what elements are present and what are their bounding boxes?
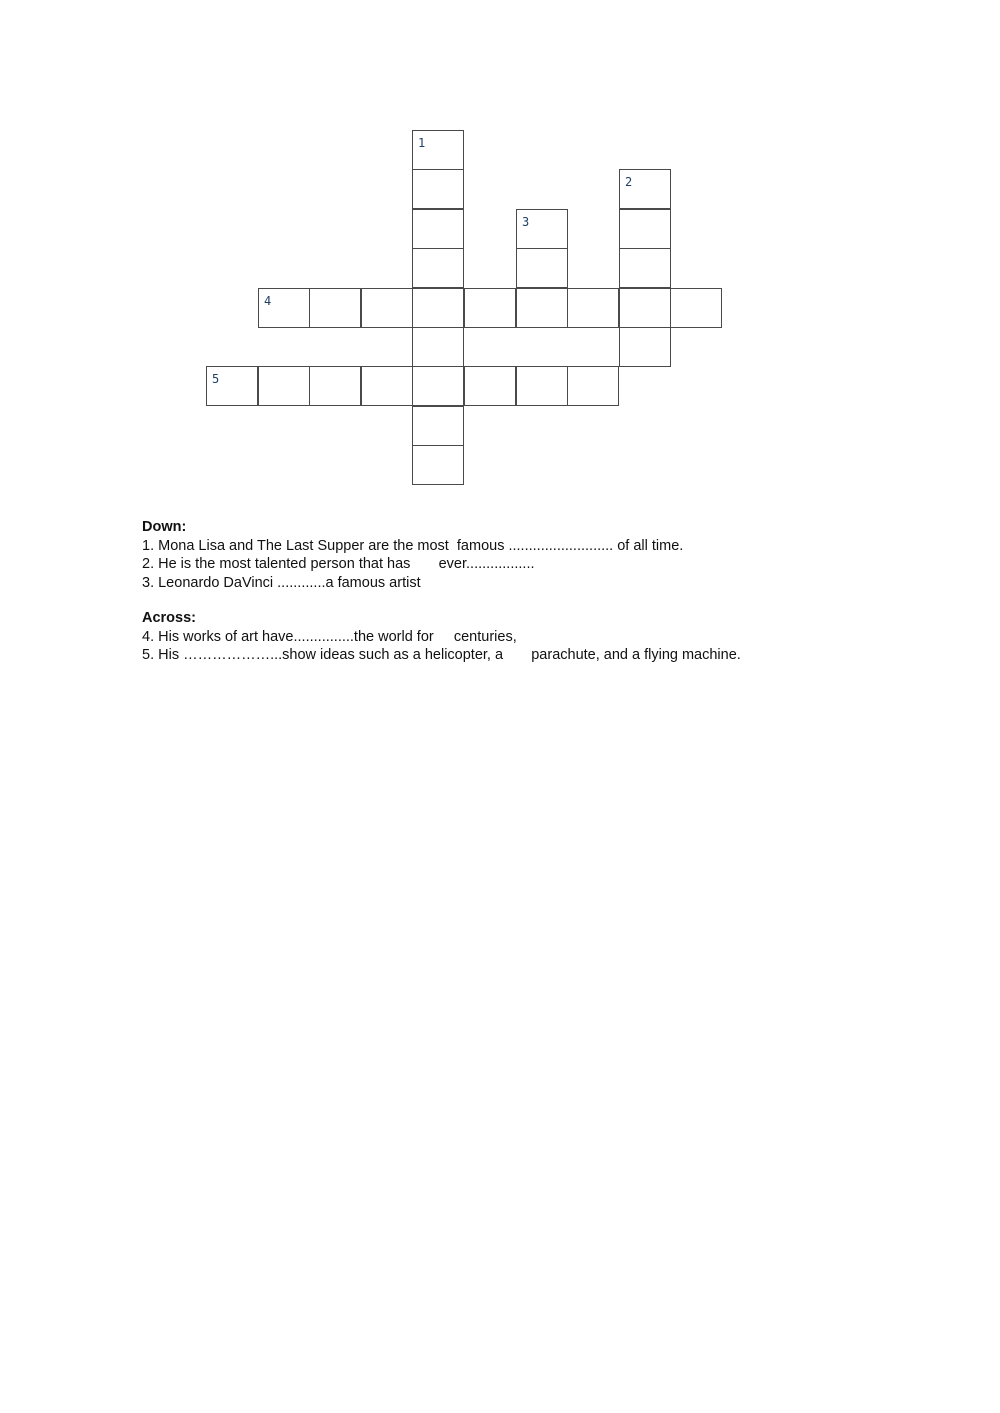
crossword-cell[interactable] — [412, 288, 464, 328]
crossword-cell[interactable] — [412, 209, 464, 249]
crossword-cell[interactable] — [412, 327, 464, 367]
across-clue-5: 5. His ………………...show ideas such as a helicopter, a parachute, and a flying machine. — [142, 647, 741, 663]
crossword-cell[interactable] — [309, 288, 361, 328]
down-clue-3: 3. Leonardo DaVinci ............a famous artist — [142, 574, 421, 591]
crossword-cell[interactable] — [412, 406, 464, 446]
clue-number: 1 — [418, 136, 426, 150]
across-heading: Across: — [142, 610, 196, 626]
down-clue-1: 1. Mona Lisa and The Last Supper are the most famous .......................... of all time. — [142, 537, 684, 554]
crossword-cell[interactable] — [516, 366, 568, 406]
crossword-cell[interactable] — [412, 130, 464, 170]
crossword-cell[interactable] — [309, 366, 361, 406]
crossword-cell[interactable] — [412, 445, 464, 485]
crossword-grid — [206, 130, 726, 490]
crossword-cell[interactable] — [258, 366, 310, 406]
crossword-cell[interactable] — [464, 288, 516, 328]
crossword-cell[interactable] — [412, 169, 464, 209]
crossword-cell[interactable] — [516, 288, 568, 328]
clue-number: 2 — [625, 175, 633, 189]
crossword-cell[interactable] — [258, 288, 310, 328]
crossword-cell[interactable] — [412, 248, 464, 288]
clue-number: 5 — [212, 372, 220, 386]
crossword-cell[interactable] — [670, 288, 722, 328]
down-heading: Down: — [142, 519, 187, 535]
crossword-cell[interactable] — [619, 248, 671, 288]
spacer — [142, 592, 902, 609]
crossword-cell[interactable] — [412, 366, 464, 406]
crossword-cell[interactable] — [361, 288, 413, 328]
clues-section — [142, 518, 902, 665]
clue-number: 3 — [522, 215, 530, 229]
clue-number: 4 — [264, 294, 272, 308]
crossword-cell[interactable] — [619, 169, 671, 209]
crossword-cell[interactable] — [619, 209, 671, 249]
crossword-cell[interactable] — [567, 288, 619, 328]
crossword-cell[interactable] — [619, 288, 671, 328]
crossword-cell[interactable] — [361, 366, 413, 406]
down-clue-2: 2. He is the most talented person that has ever................. — [142, 556, 535, 572]
across-clue-4: 4. His works of art have...............the world for centuries, — [142, 628, 517, 645]
crossword-cell[interactable] — [516, 209, 568, 249]
crossword-cell[interactable] — [464, 366, 516, 406]
crossword-cell[interactable] — [619, 327, 671, 367]
crossword-cell[interactable] — [567, 366, 619, 406]
crossword-cell[interactable] — [516, 248, 568, 288]
crossword-cell[interactable] — [206, 366, 258, 406]
